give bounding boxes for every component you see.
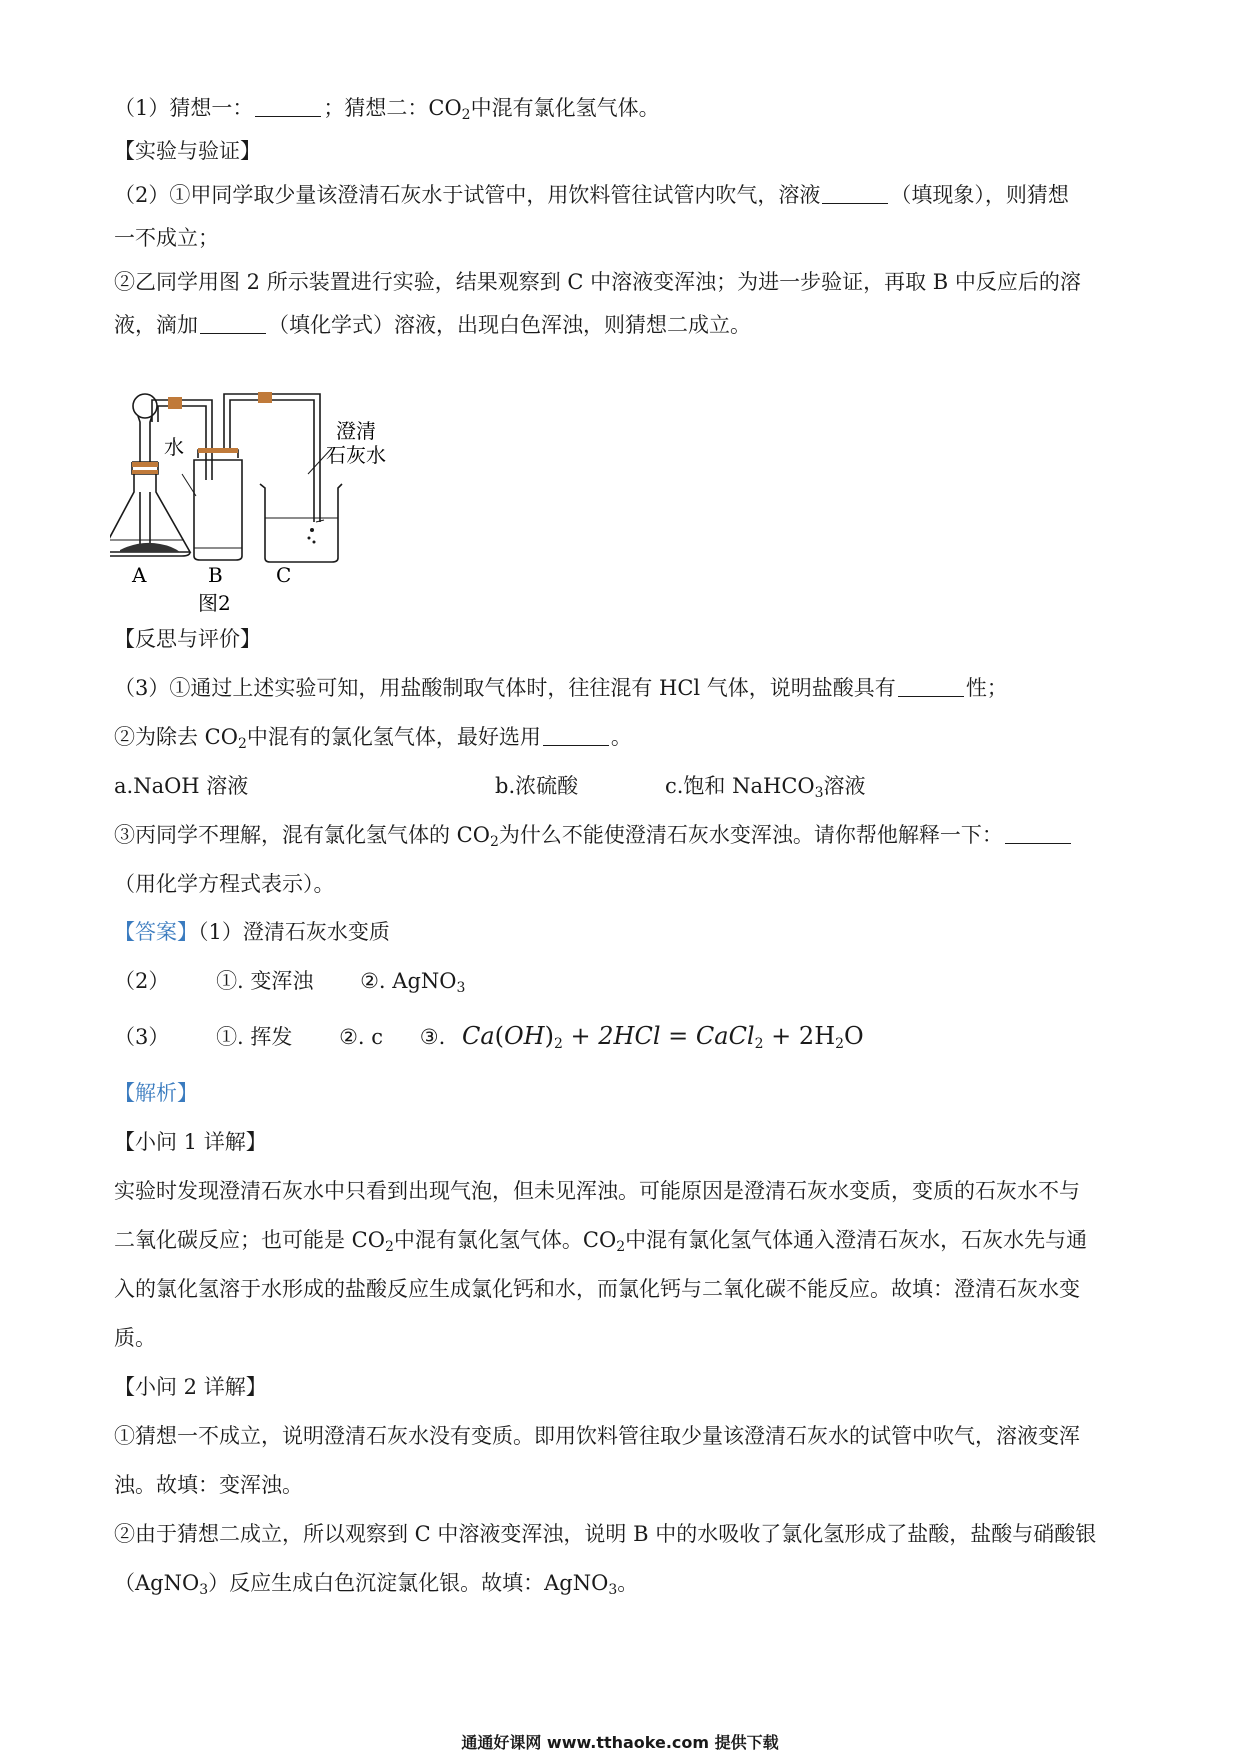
question-3b: [114, 722, 632, 752]
q1-suffix: 中混有氯化氢气体。: [470, 96, 660, 120]
answer-1: [114, 917, 390, 947]
q2b-prefix: 液，滴加: [114, 313, 198, 337]
option-c-suffix: 溶液: [823, 774, 866, 798]
answer-blank[interactable]: [200, 315, 266, 334]
subscript: 2: [553, 1036, 563, 1052]
option-b[interactable]: b.浓硫酸: [495, 774, 579, 798]
label-a: A: [132, 563, 147, 587]
q3b-prefix: ②为除去 CO: [114, 725, 238, 749]
subscript: 2: [754, 1036, 764, 1052]
subscript: 2: [461, 107, 471, 123]
answer-blank[interactable]: [898, 678, 964, 697]
answer-2-1: ①. 变浑浊: [216, 969, 314, 993]
option-a[interactable]: a.NaOH 溶液: [114, 774, 249, 798]
sub2-heading: 【小问 2 详解】: [114, 1375, 267, 1399]
eq-mid: + 2HCl = CaCl: [570, 1022, 755, 1050]
question-2a-line1: [114, 180, 1069, 210]
sub1-line1: 实验时发现澄清石灰水中只看到出现气泡，但未见浑浊。可能原因是澄清石灰水变质，变质的石灰水不与: [114, 1179, 1080, 1203]
sub1-l2-mid: 中混有氯化氢气体。CO: [393, 1228, 617, 1252]
q3a-prefix: （3）①通过上述实验可知，用盐酸制取气体时，往往混有 HCl 气体，说明盐酸具有: [114, 676, 896, 700]
sub2-line4: [114, 1568, 638, 1598]
question-3c-line1: [114, 820, 1073, 850]
sub1-heading: 【小问 1 详解】: [114, 1130, 267, 1154]
subscript: 2: [384, 1239, 394, 1255]
apparatus-figure: [110, 392, 450, 622]
question-2b-line2: [114, 310, 751, 340]
stopper-a: [132, 462, 158, 467]
bubbles: [308, 528, 316, 544]
subscript: 2: [489, 834, 499, 850]
q3b-suffix: 。: [610, 725, 632, 749]
answer-blank[interactable]: [255, 98, 321, 117]
question-1: [114, 93, 660, 123]
eq-ca: Ca: [461, 1022, 495, 1050]
q1-sep: ；猜想二：CO: [323, 96, 462, 120]
flask-a: [110, 394, 190, 556]
subscript: 2: [835, 1036, 845, 1052]
q2a-suffix: （填现象），则猜想: [890, 183, 1069, 207]
subscript: 2: [237, 736, 247, 752]
sub2-l4-mid: ）反应生成白色沉淀氯化银。故填：AgNO: [208, 1571, 609, 1595]
beaker-c: [260, 484, 342, 562]
answer-2: [114, 966, 465, 996]
sub1-line2: [114, 1225, 1087, 1255]
question-2a-line2: 一不成立；: [114, 226, 219, 250]
option-c[interactable]: [665, 771, 866, 801]
sub2-l4-prefix: （AgNO: [114, 1571, 200, 1595]
heading-reflection: 【反思与评价】: [114, 627, 261, 651]
eq-oh: OH: [504, 1022, 545, 1050]
answer-blank[interactable]: [1005, 825, 1071, 844]
rubber-tube-1: [168, 397, 182, 409]
sub2-line2: 浊。故填：变浑浊。: [114, 1473, 303, 1497]
sub1-line4: 质。: [114, 1326, 156, 1350]
eq-o: O: [844, 1022, 864, 1050]
figure-caption: 图2: [198, 591, 231, 615]
sub1-l2-suffix: 中混有氯化氢气体通入澄清石灰水，石灰水先与通: [625, 1228, 1088, 1252]
subscript: 2: [616, 1239, 626, 1255]
answer-3-num: （3）: [114, 1025, 170, 1049]
answer-2-2: [360, 969, 466, 996]
subscript: 3: [608, 1582, 618, 1598]
sub2-line1: ①猜想一不成立，说明澄清石灰水没有变质。即用饮料管往取少量该澄清石灰水的试管中吹气，溶液变浑: [114, 1424, 1080, 1448]
answer-3-1: ①. 挥发: [216, 1025, 293, 1049]
answer-3-2: ②. c: [339, 1025, 384, 1049]
label-water: 水: [164, 435, 184, 459]
label-b: B: [208, 563, 223, 587]
q1-prefix: （1）猜想一：: [114, 96, 254, 120]
sub1-l2-prefix: 二氧化碳反应；也可能是 CO: [114, 1228, 385, 1252]
subscript: 3: [814, 785, 824, 801]
label-lime-2: 石灰水: [326, 443, 386, 467]
stopper-a-lower: [132, 470, 158, 474]
q2b-suffix: （填化学式）溶液，出现白色浑浊，则猜想二成立。: [268, 313, 751, 337]
heading-experiment: 【实验与验证】: [114, 139, 261, 163]
q3c-prefix: ③丙同学不理解，混有氯化氢气体的 CO: [114, 823, 490, 847]
answer-3: [114, 1021, 864, 1052]
rubber-tube-2: [258, 392, 272, 403]
answer-2-num: （2）: [114, 969, 170, 993]
sub1-line3: 入的氯化氢溶于水形成的盐酸反应生成氯化钙和水，而氯化钙与二氧化碳不能反应。故填：澄清石灰水变: [114, 1277, 1080, 1301]
footer-source[interactable]: 通通好课网 www.tthaoke.com 提供下载: [461, 1733, 779, 1752]
sub2-l4-suffix: 。: [617, 1571, 639, 1595]
question-3a: [114, 673, 1008, 703]
question-3c-line2: （用化学方程式表示）。: [114, 872, 335, 896]
subscript: 3: [199, 1582, 209, 1598]
answer-3-3: ③.: [419, 1025, 446, 1049]
q3a-suffix: 性；: [965, 676, 1008, 700]
q2a-prefix: （2）①甲同学取少量该澄清石灰水于试管中，用饮料管往试管内吹气，溶液: [114, 183, 821, 207]
answer-1-text: （1）澄清石灰水变质: [198, 920, 390, 944]
label-lime-1: 澄清: [336, 419, 376, 443]
eq-water: H: [814, 1022, 836, 1050]
label-c: C: [276, 563, 292, 587]
q3c-mid: 为什么不能使澄清石灰水变浑浊。请你帮他解释一下：: [498, 823, 1003, 847]
stopper-b: [198, 448, 238, 453]
option-c-prefix: c.饱和 NaHCO: [665, 774, 815, 798]
subscript: 3: [456, 980, 466, 996]
bottle-b: [194, 450, 242, 560]
sub2-line3: ②由于猜想二成立，所以观察到 C 中溶液变浑浊，说明 B 中的水吸收了氯化氢形成了盐酸，盐酸与硝酸银: [114, 1522, 1097, 1546]
q3b-mid: 中混有的氯化氢气体，最好选用: [246, 725, 541, 749]
answer-tag: 【答案】: [114, 920, 198, 944]
answer-blank[interactable]: [822, 185, 888, 204]
solid-reagent: [120, 543, 180, 552]
eq-plus: + 2: [771, 1022, 815, 1050]
answer-2-2-prefix: ②. AgNO: [360, 969, 457, 993]
chemical-equation: $Ca(OH)_2 + 2HCl$ = CaCl$_2$ + $2H_2O$: [461, 1022, 864, 1052]
answer-blank[interactable]: [543, 727, 609, 746]
analysis-tag: 【解析】: [114, 1081, 198, 1105]
question-2b-line1: ②乙同学用图 2 所示装置进行实验，结果观察到 C 中溶液变浑浊；为进一步验证，再取 B 中反应后的溶: [114, 270, 1081, 294]
